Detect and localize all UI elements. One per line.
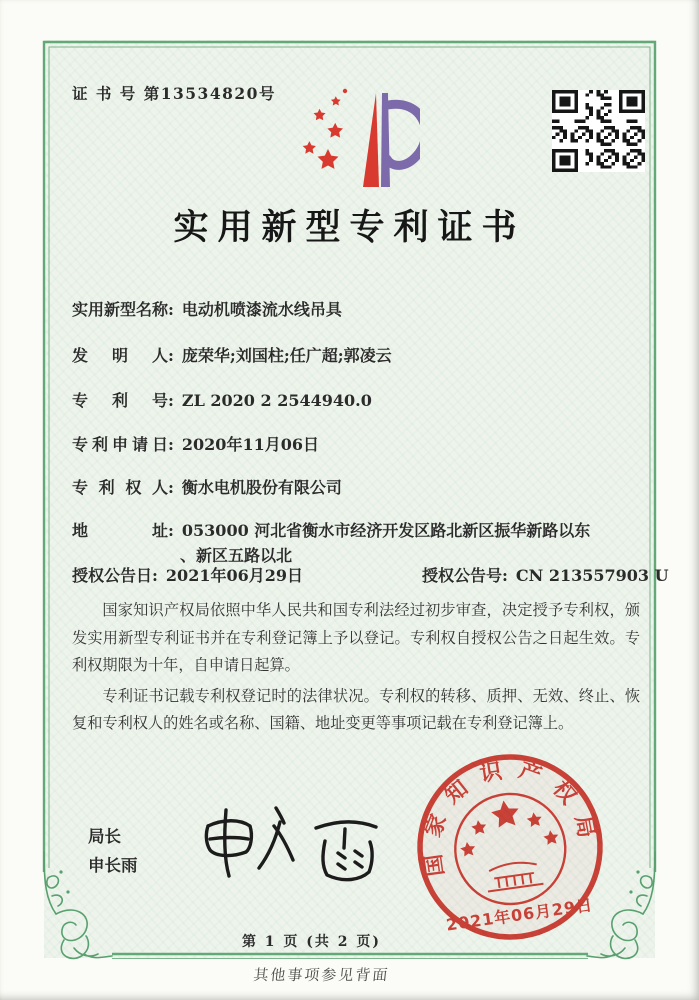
legal-text	[72, 597, 640, 741]
officer-title: 局长	[88, 827, 121, 846]
colon: :	[502, 566, 508, 585]
field-grant-date	[72, 566, 303, 585]
page-info: 第 1 页 (共 2 页)	[241, 934, 382, 950]
logo-red-nib	[363, 93, 379, 187]
field-patent-no	[72, 388, 372, 411]
cnipa-logo-icon	[283, 85, 420, 192]
seal-date: 2021年06月29日	[444, 895, 595, 935]
colon: :	[168, 521, 174, 540]
logo-p-bowl	[387, 104, 420, 165]
field-grant-date-label: 授权公告日	[72, 566, 153, 585]
field-patent-no-label: 专利号	[72, 391, 168, 410]
field-grant-no	[422, 563, 669, 586]
field-grant-no-label: 授权公告号	[422, 566, 503, 585]
colon: :	[168, 300, 174, 319]
field-filing-date-value: 2020年11月06日	[181, 435, 319, 454]
colon: :	[152, 566, 158, 585]
legal-paragraph-2: 专利证书记载专利权登记时的法律状况。专利权的转移、质押、无效、终止、恢复和专利权人的姓名或名称、国籍、地址变更等事项记载在专利登记簿上。	[72, 686, 640, 732]
field-name	[72, 297, 342, 320]
field-name-value: 电动机喷漆流水线吊具	[181, 300, 342, 319]
official-seal	[405, 743, 617, 953]
qr-code-icon	[552, 90, 645, 176]
officer-signature	[188, 796, 388, 891]
field-patent-no-value: ZL 2020 2 2544940.0	[181, 391, 372, 410]
field-address-label: 地址	[72, 521, 168, 540]
field-grant-date-value: 2021年06月29日	[165, 566, 303, 585]
field-address-line2: 、新区五路以北	[180, 546, 293, 565]
back-note: 其他事项参见背面	[252, 966, 391, 984]
colon: :	[168, 391, 174, 410]
field-inventors-value: 庞荣华;刘国柱;任广超;郭凌云	[181, 346, 392, 365]
field-grant-row	[72, 563, 669, 586]
certificate-number: 证 书 号 第13534820号	[72, 84, 276, 103]
field-filing-date-label: 专利申请日	[72, 435, 168, 454]
colon: :	[168, 435, 174, 454]
officer-name: 申长雨	[88, 856, 138, 875]
field-grant-no-value: CN 213557903 U	[515, 566, 669, 585]
field-name-label: 实用新型名称	[72, 300, 169, 319]
field-filing-date	[72, 432, 319, 455]
legal-paragraph-1: 国家知识产权局依照中华人民共和国专利法经过初步审查，决定授予专利权，颁发实用新型专利证书并在专利登记簿上予以登记。专利权自授权公告之日起生效。专利权期限为十年，自申请日起算。	[72, 601, 640, 674]
colon: :	[168, 346, 174, 365]
field-inventors	[72, 343, 392, 366]
certificate-title: 实用新型专利证书	[173, 207, 526, 248]
officer-block	[88, 822, 138, 880]
field-patentee	[72, 475, 342, 498]
field-inventors-label: 发明人	[72, 346, 168, 365]
field-address	[72, 518, 590, 541]
colon: :	[168, 478, 174, 497]
field-patentee-label: 专利权人	[72, 478, 168, 497]
field-patentee-value: 衡水电机股份有限公司	[181, 478, 342, 497]
field-address-value: 053000 河北省衡水市经济开发区路北新区振华新路以东	[181, 521, 591, 540]
seal-text: 国家知识产权局	[419, 756, 601, 878]
